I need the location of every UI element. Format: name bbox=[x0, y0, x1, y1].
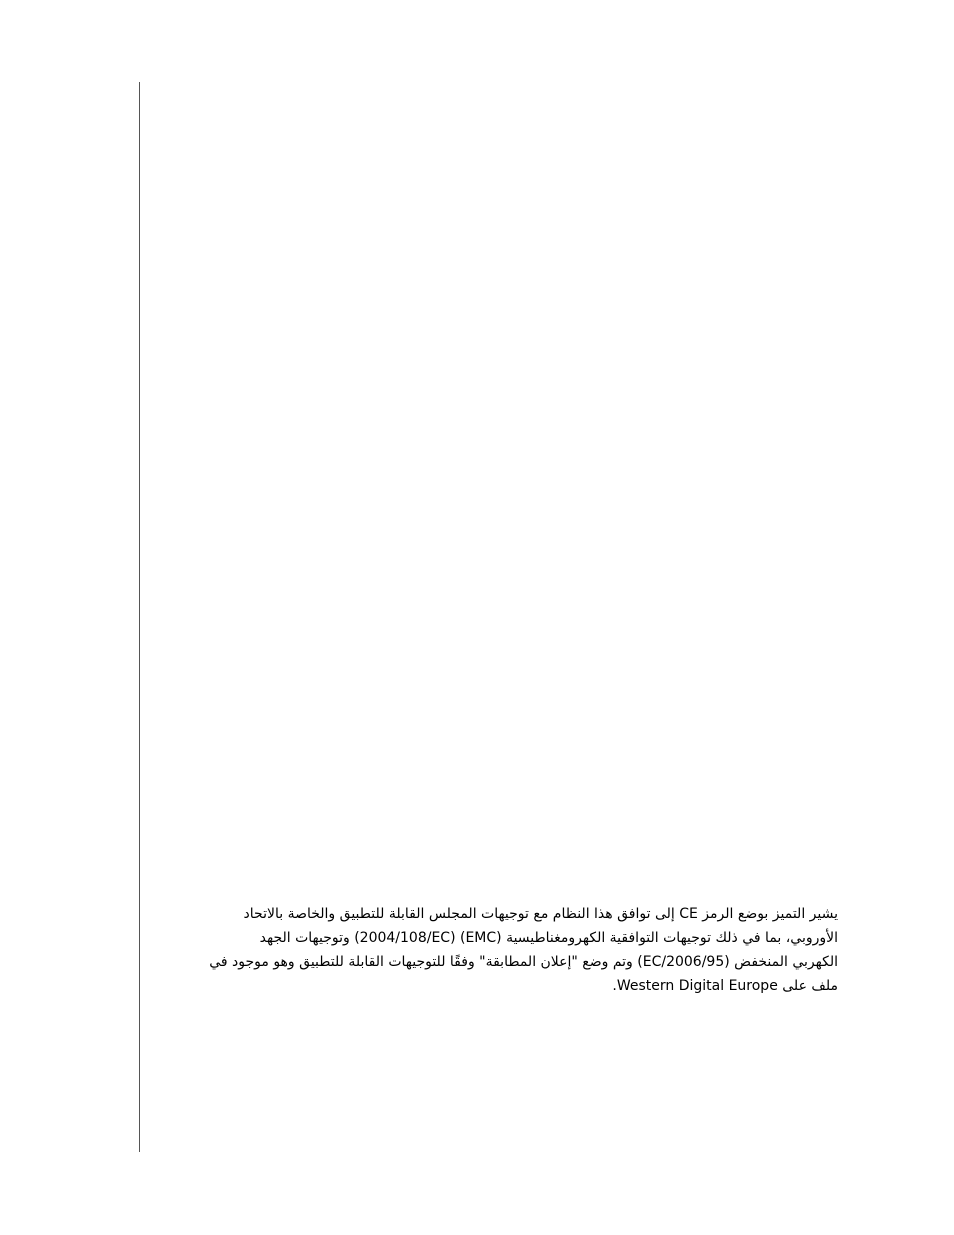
paragraph-line-2: الأوروبي، بما في ذلك توجيهات التوافقية الكهرومغناطيسية (EMC) (2004/108/EC) وتوجيهات الجهد bbox=[259, 930, 838, 946]
paragraph-line-1: يشير التميز بوضع الرمز CE إلى توافق هذا النظام مع توجيهات المجلس القابلة للتطبيق والخاصة بالاتحاد bbox=[243, 906, 838, 922]
paragraph-line-4: ملف على Western Digital Europe. bbox=[612, 978, 838, 994]
paragraph-line-3: الكهربي المنخفض (2006/95/EC) وتم وضع "إعلان المطابقة" وفقًا للتوجيهات القابلة للتطبيق وهو موجود في bbox=[209, 954, 838, 970]
margin-rule bbox=[139, 82, 140, 1152]
ce-compliance-paragraph bbox=[206, 902, 838, 998]
